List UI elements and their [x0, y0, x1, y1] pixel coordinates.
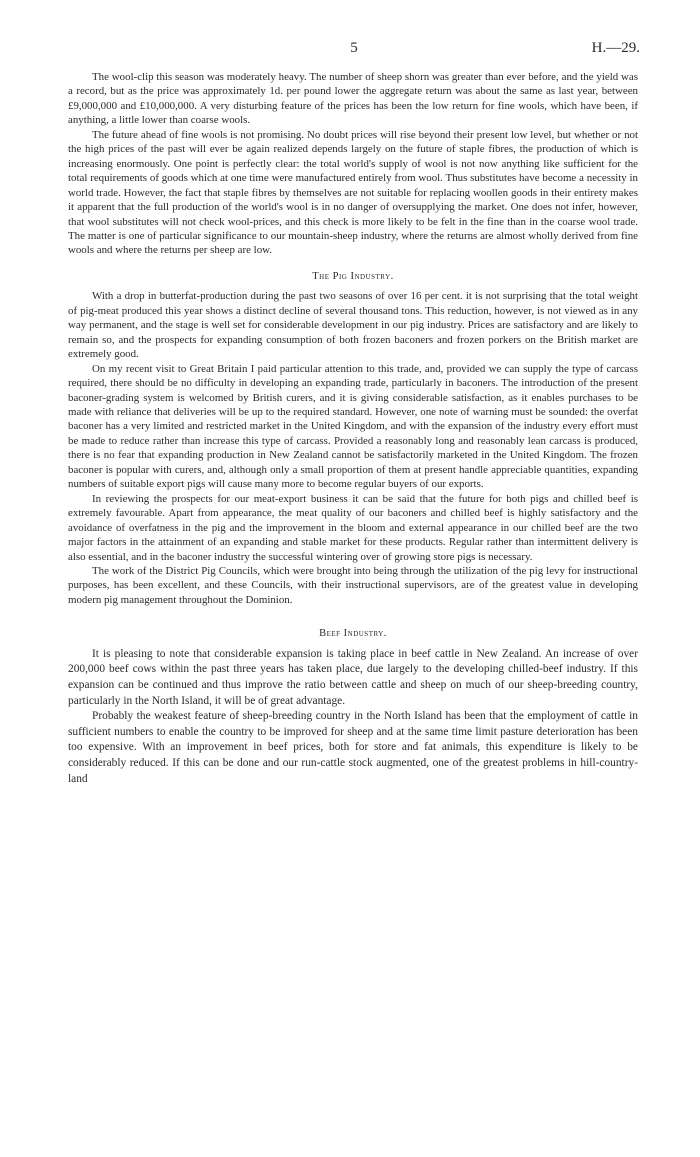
pig-paragraph-3: In reviewing the prospects for our meat-export business it can be said that the future for both pigs and chilled beef is extremely favourable. Apart from appearance, the meat quality of our baconers and chilled beef is highly satisfactory and the avoidance of overfatness in the pig and the improvement in the bloom and external appearance in our chilled beef are the two major factors in the attainment of an expanding and stable market for these products. Regular rather than intermittent delivery is also essential, and in the baconer industry the successful wintering over of growing store pigs is necessary. [68, 492, 638, 563]
beef-paragraph-2: Probably the weakest feature of sheep-breeding country in the North Island has been that the employment of cattle in sufficient numbers to enable the country to be improved for sheep and at the same time limit pasture deterioration has been too expensive. With an improvement in beef prices, both for store and fat animals, this expenditure is likely to be considerably reduced. If this can be done and our run-cattle stock augmented, one of the greatest problems in hill-country-land [68, 710, 638, 785]
pig-industry-section [68, 270, 638, 607]
wool-paragraph-1: The wool-clip this season was moderately heavy. The number of sheep shorn was greater than ever before, and the yield was a record, but as the price was approximately 1d. per pound lower the aggregate return was about the same as last year, between £9,000,000 and £10,000,000. A very disturbing feature of the prices has been the low return for fine wools, which have been, if anything, a little lower than coarse wools. [68, 71, 638, 127]
beef-paragraph-1: It is pleasing to note that considerable expansion is taking place in beef cattle in New Zealand. An increase of over 200,000 beef cows within the past three years has taken place, due largely to the developing chilled-beef industry. If this expansion can be continued and thus improve the ratio between cattle and sheep on much of our sheep-breeding country, particularly in the North Island, it will be of great advantage. [68, 647, 638, 707]
report-reference: H.—29. [591, 40, 640, 56]
beef-industry-section [68, 627, 638, 787]
pig-paragraph-1: With a drop in butterfat-production during the past two seasons of over 16 per cent. it is not surprising that the total weight of pig-meat produced this year shows a distinct decline of several thousand tons. This reduction, however, is not viewed as in any way permanent, and the stage is well set for considerable development in our pig industry. Prices are satisfactory and are likely to remain so, and the prospects for expanding consumption of both frozen baconers and frozen porkers on the British market are extremely good. [68, 290, 638, 361]
page-header [68, 40, 640, 60]
beef-industry-heading: Beef Industry. [319, 628, 387, 640]
pig-paragraph-4: The work of the District Pig Councils, which were brought into being through the utilization of the pig levy for instructional purposes, has been excellent, and these Councils, with their instructional supervisors, are of the greatest value in developing modern pig management throughout the Dominion. [68, 564, 638, 606]
pig-paragraph-2: On my recent visit to Great Britain I paid particular attention to this trade, and, provided we can supply the type of carcass required, there should be no difficulty in developing an expanding trade, particularly in baconers. The introduction of the present baconer-grading system is welcomed by British curers, and it is giving considerable satisfaction, as it enables purchases to be made with reliance that deliveries will be up to the required standard. However, one note of warning must be sounded: the overfat baconer has a very limited and restricted market in the United Kingdom, and with the expansion of the industry every effort must be made to reduce rather than increase this type of carcass. Provided a reasonably long and reasonably lean carcass is produced, there is no fear that expanding production in New Zealand cannot be satisfactorily marketed in the United Kingdom. The frozen baconer is popular with curers, and, although only a small proportion of them at present handle appreciable quantities, expanding numbers of suitable export pigs will cause many more to become regular buyers of our exports. [68, 362, 638, 491]
pig-industry-heading: The Pig Industry. [312, 270, 394, 282]
page-body [68, 70, 638, 787]
wool-section [68, 70, 638, 258]
wool-paragraph-2: The future ahead of fine wools is not promising. No doubt prices will rise beyond their present low level, but whether or not the high prices of the past will ever be again realized depends largely on the future of staple fibres, the production of which is increasing enormously. One point is perfectly clear: the total world's supply of wool is not now anything like sufficient for the total requirements of goods which at one time were manufactured entirely from wool. Thus substitutes have become a necessity in world trade. However, the fact that staple fibres by themselves are not suitable for replacing woollen goods in their entirety makes it apparent that the full production of the world's wool is in no danger of oversupplying the market. One does not infer, however, that wool substitutes will not check wool-prices, and this check is more likely to be felt in the fine than in the coarse wool trade. The matter is one of particular significance to our mountain-sheep industry, where the returns are almost wholly derived from fine wools and where the returns per sheep are low. [68, 128, 638, 257]
page-number: 5 [350, 40, 358, 56]
